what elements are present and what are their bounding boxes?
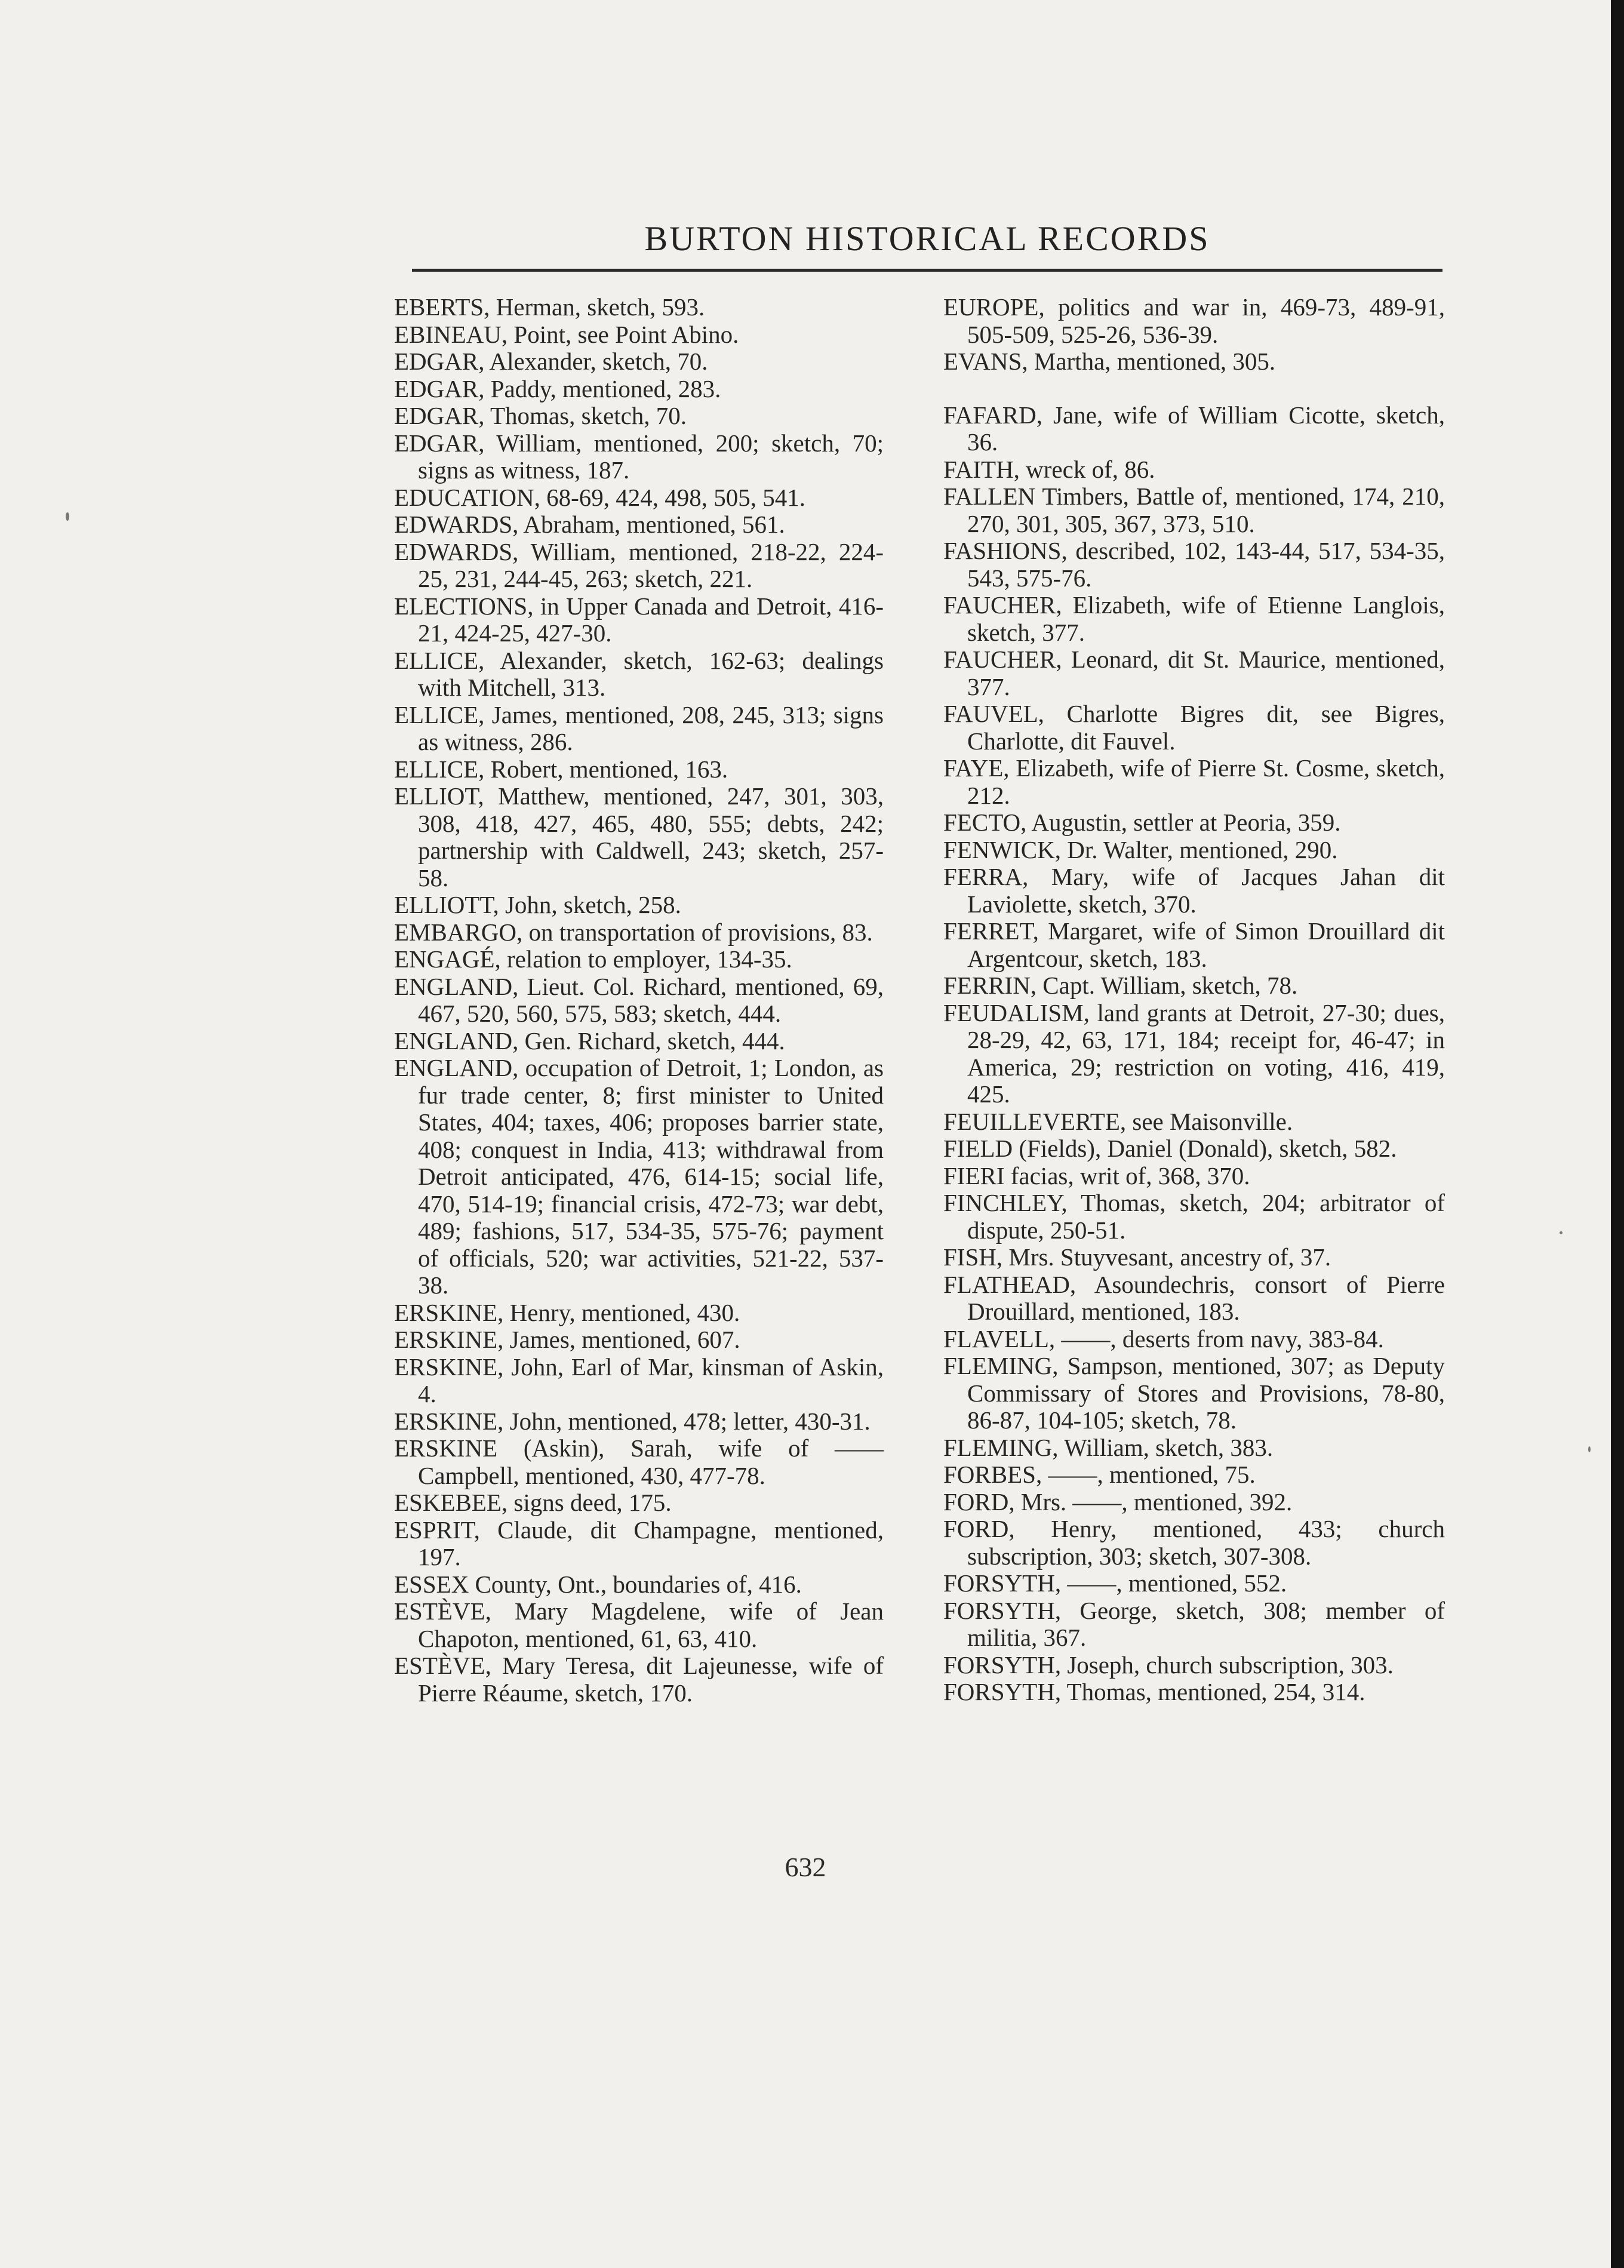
index-entry: ELLIOT, Matthew, mentioned, 247, 301, 303, 308, 418, 427, 465, 480, 555; debts, 242; partnership with Caldwell, 243; sketch, 257-58. <box>394 782 884 892</box>
index-entry: FLEMING, William, sketch, 383. <box>943 1433 1274 1461</box>
index-entry: EUROPE, politics and war in, 469-73, 489-91, 505-509, 525-26, 536-39. <box>943 293 1445 348</box>
index-entry: FAUCHER, Elizabeth, wife of Etienne Langlois, sketch, 377. <box>943 591 1445 646</box>
index-column-right <box>943 294 1445 1706</box>
index-entry: ERSKINE, John, Earl of Mar, kinsman of Askin, 4. <box>394 1353 884 1407</box>
index-entry: ESPRIT, Claude, dit Champagne, mentioned, 197. <box>394 1516 884 1571</box>
index-entry: EBINEAU, Point, see Point Abino. <box>394 320 739 348</box>
index-entry: FIELD (Fields), Daniel (Donald), sketch, 582. <box>943 1135 1397 1162</box>
index-entry: ESSEX County, Ont., boundaries of, 416. <box>394 1570 802 1598</box>
index-entry: EDGAR, Alexander, sketch, 70. <box>394 348 708 375</box>
index-entry: ENGLAND, occupation of Detroit, 1; London, as fur trade center, 8; first minister to United States, 404; taxes, 406; proposes barrier state, 408; conquest in India, 413; withdrawal from Detroit anticipated, 476, 614-15; social life, 470, 514-19; financial crisis, 472-73; war debt, 489; fashions, 517, 534-35, 575-76; payment of officials, 520; war activities, 521-22, 537-38. <box>394 1054 884 1299</box>
index-entry: FORD, Mrs. ——, mentioned, 392. <box>943 1488 1293 1516</box>
index-entry: FEUILLEVERTE, see Maisonville. <box>943 1107 1293 1135</box>
index-entry: FLEMING, Sampson, mentioned, 307; as Deputy Commissary of Stores and Provisions, 78-80, 86-87, 104-105; sketch, 78. <box>943 1352 1445 1434</box>
index-entry: FALLEN Timbers, Battle of, mentioned, 174, 210, 270, 301, 305, 367, 373, 510. <box>943 483 1445 537</box>
index-entry: EBERTS, Herman, sketch, 593. <box>394 293 705 321</box>
index-entry: EDGAR, Paddy, mentioned, 283. <box>394 374 721 402</box>
index-entry: EDGAR, Thomas, sketch, 70. <box>394 402 687 429</box>
index-entry: EDWARDS, William, mentioned, 218-22, 224-25, 231, 244-45, 263; sketch, 221. <box>394 537 884 592</box>
paper-speck <box>1560 1231 1563 1234</box>
paper-speck <box>66 512 69 521</box>
index-entry: ELLICE, Robert, mentioned, 163. <box>394 755 728 783</box>
index-entry: FLAVELL, ——, deserts from navy, 383-84. <box>943 1324 1384 1353</box>
index-entry: ESTÈVE, Mary Magdelene, wife of Jean Chapoton, mentioned, 61, 63, 410. <box>394 1597 884 1652</box>
page-number: 632 <box>785 1852 826 1882</box>
index-entry: FIERI facias, writ of, 368, 370. <box>943 1161 1250 1190</box>
index-entry: FERRET, Margaret, wife of Simon Drouillard dit Argentcour, sketch, 183. <box>943 917 1445 972</box>
index-entry: ERSKINE, Henry, mentioned, 430. <box>394 1298 740 1326</box>
index-entry: EDGAR, William, mentioned, 200; sketch, 70; signs as witness, 187. <box>394 429 884 484</box>
paper-speck <box>1588 1446 1591 1452</box>
index-entry: FORSYTH, George, sketch, 308; member of militia, 367. <box>943 1596 1445 1651</box>
index-entry: FERRA, Mary, wife of Jacques Jahan dit Laviolette, sketch, 370. <box>943 863 1445 918</box>
index-entry: FECTO, Augustin, settler at Peoria, 359. <box>943 809 1341 836</box>
index-entry: FORBES, ——, mentioned, 75. <box>943 1461 1256 1488</box>
index-entry: ESKEBEE, signs deed, 175. <box>394 1489 672 1516</box>
running-header <box>412 155 1442 272</box>
index-entry: ELLIOTT, John, sketch, 258. <box>394 891 681 918</box>
index-entry: FORSYTH, ——, mentioned, 552. <box>943 1569 1287 1597</box>
index-entry: FERRIN, Capt. William, sketch, 78. <box>943 972 1298 999</box>
index-entry: FAITH, wreck of, 86. <box>943 455 1155 483</box>
index-entry: ERSKINE, John, mentioned, 478; letter, 430-31. <box>394 1407 871 1435</box>
index-entry: EMBARGO, on transportation of provisions, 83. <box>394 918 873 946</box>
index-entry: ELECTIONS, in Upper Canada and Detroit, 416-21, 424-25, 427-30. <box>394 592 884 647</box>
scan-edge-shadow <box>1611 0 1624 2268</box>
index-entry: ERSKINE (Askin), Sarah, wife of —— Campbell, mentioned, 430, 477-78. <box>394 1434 884 1489</box>
index-entry: FEUDALISM, land grants at Detroit, 27-30; dues, 28-29, 42, 63, 171, 184; receipt for, 46-47; in America, 29; restriction on voting, 416, 419, 425. <box>943 998 1445 1108</box>
index-entry: EVANS, Martha, mentioned, 305. <box>943 348 1276 375</box>
index-entry: ESTÈVE, Mary Teresa, dit Lajeunesse, wife of Pierre Réaume, sketch, 170. <box>394 1652 884 1707</box>
index-column-left <box>394 294 884 1707</box>
index-entry: EDWARDS, Abraham, mentioned, 561. <box>394 511 785 538</box>
page-title: BURTON HISTORICAL RECORDS <box>644 219 1210 258</box>
index-entry: FINCHLEY, Thomas, sketch, 204; arbitrator of dispute, 250-51. <box>943 1189 1445 1244</box>
index-entry: FAYE, Elizabeth, wife of Pierre St. Cosme, sketch, 212. <box>943 754 1445 809</box>
index-entry: FAFARD, Jane, wife of William Cicotte, sketch, 36. <box>943 401 1445 456</box>
index-entry: FASHIONS, described, 102, 143-44, 517, 534-35, 543, 575-76. <box>943 537 1445 592</box>
index-entry: ENGLAND, Lieut. Col. Richard, mentioned, 69, 467, 520, 560, 575, 583; sketch, 444. <box>394 972 884 1027</box>
index-entry: FAUVEL, Charlotte Bigres dit, see Bigres, Charlotte, dit Fauvel. <box>943 700 1445 755</box>
index-entry: FENWICK, Dr. Walter, mentioned, 290. <box>943 835 1338 863</box>
index-entry: FISH, Mrs. Stuyvesant, ancestry of, 37. <box>943 1243 1331 1271</box>
index-entry: FLATHEAD, Asoundechris, consort of Pierre Drouillard, mentioned, 183. <box>943 1270 1445 1325</box>
index-entry: FORD, Henry, mentioned, 433; church subscription, 303; sketch, 307-308. <box>943 1515 1445 1570</box>
index-entry: FAUCHER, Leonard, dit St. Maurice, mentioned, 377. <box>943 646 1445 700</box>
index-entry: FORSYTH, Joseph, church subscription, 303. <box>943 1651 1394 1679</box>
index-entry: ENGLAND, Gen. Richard, sketch, 444. <box>394 1027 785 1055</box>
index-entry: ELLICE, James, mentioned, 208, 245, 313; signs as witness, 286. <box>394 700 884 755</box>
index-entry: EDUCATION, 68-69, 424, 498, 505, 541. <box>394 483 805 511</box>
index-entry: ENGAGÉ, relation to employer, 134-35. <box>394 945 792 973</box>
index-entry: FORSYTH, Thomas, mentioned, 254, 314. <box>943 1678 1365 1705</box>
index-entry: ERSKINE, James, mentioned, 607. <box>394 1326 740 1353</box>
index-entry: ELLICE, Alexander, sketch, 162-63; dealings with Mitchell, 313. <box>394 646 884 701</box>
